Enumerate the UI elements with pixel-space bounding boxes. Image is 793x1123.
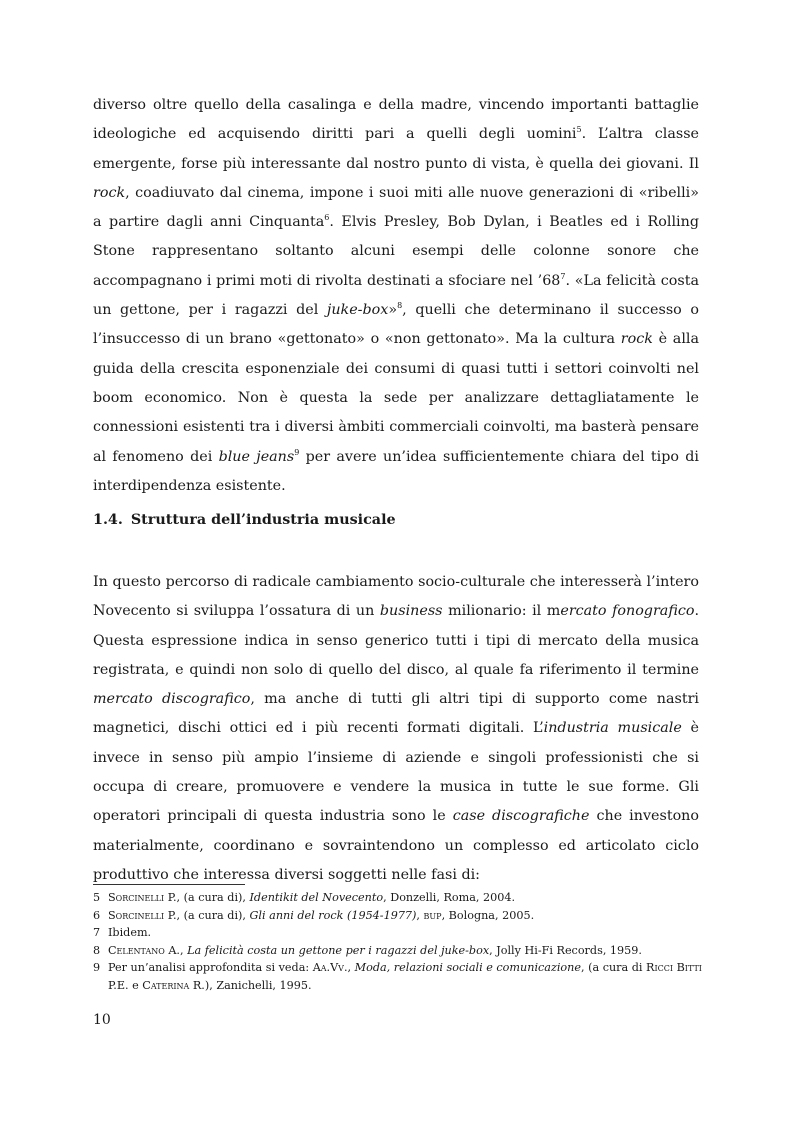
footnote-ref-8[interactable]: 8	[397, 301, 403, 311]
page-number: 10	[93, 1012, 111, 1028]
footnote-ref-9[interactable]: 9	[294, 447, 300, 457]
footnote-9: 9 Per un’analisi approfondita si veda: Aa.Vv., Moda, relazioni sociali e comunicazione, (a cura di Ricci Bitti P.E. e Caterina R.), Zanichelli, 1995.	[93, 961, 702, 992]
section-number: 1.4.	[93, 512, 123, 528]
body-paragraph-1: diverso oltre quello della casalinga e della madre, vincendo importanti battaglie ideologiche ed acquisendo diritti pari a quelli degli uomini$^5$. L’altra classe emergente, forse più interessante dal nostro punto di vista, è quella dei giovani. Il rock, coadiuvato dal cinema, impone i suoi miti alle nuove generazioni di «ribelli» a partire dagli anni Cinquanta$^6$. Elvis Presley, Bob Dylan, i Beatles ed i Rolling Stone rappresentano soltanto alcuni esempi delle colonne sonore che accompagnano i primi moti di rivolta destinati a sfociare nel $’68^7$. «La felicità costa un gettone, per i ragazzi del juke-box»$^8$, quelli che determinano il successo o l’insuccesso di un brano «gettonato» o «non gettonato». Ma la cultura rock è alla guida della crescita esponenziale dei consumi di quasi tutti i settori coinvolti nel boom economico. Non è questa la sede per analizzare dettagliatamente le connessioni esistenti tra i diversi àmbiti commerciali coinvolti, ma basterà pensare al fenomeno dei blue jeans$^9$ per avere un’idea sufficientemente chiara del tipo di interdipendenza esistente.	[93, 97, 699, 494]
footnote-ref-7[interactable]: 7	[560, 272, 566, 282]
footnote-ref-5[interactable]: 5	[576, 125, 582, 135]
section-heading	[93, 512, 396, 528]
section-title: Struttura dell’industria musicale	[130, 512, 396, 528]
footnote-separator	[93, 884, 245, 885]
footnote-5: 5 Sorcinelli P., (a cura di), Identikit del Novecento, Donzelli, Roma, 2004.	[93, 891, 516, 904]
footnote-7: 7 Ibidem.	[93, 926, 152, 940]
footnotes	[93, 889, 703, 995]
body-paragraph-2: In questo percorso di radicale cambiamento socio-culturale che interesserà l’intero Novecento si sviluppa l’ossatura di un business milionario: il mercato fonografico. Questa espressione indica in senso generico tutti i tipi di mercato della musica registrata, e quindi non solo di quello del disco, al quale fa riferimento il termine mercato discografico, ma anche di tutti gli altri tipi di supporto come nastri magnetici, dischi ottici ed i più recenti formati digitali. L’industria musicale è invece in senso più ampio l’insieme di aziende e singoli professionisti che si occupa di creare, promuovere e vendere la musica in tutte le sue forme. Gli operatori principali di questa industria sono le case discografiche che investono materialmente, coordinano e sovraintendono un complesso ed articolato ciclo produttivo che interessa diversi soggetti nelle fasi di:	[93, 574, 700, 883]
footnote-6: 6 Sorcinelli P., (a cura di), Gli anni del rock (1954-1977), bup, Bologna, 2005.	[93, 908, 535, 922]
footnote-8: 8 Celentano A., La felicità costa un gettone per i ragazzi del juke-box, Jolly Hi-Fi Records, 1959.	[93, 943, 642, 957]
footnote-ref-6[interactable]: 6	[324, 213, 330, 223]
